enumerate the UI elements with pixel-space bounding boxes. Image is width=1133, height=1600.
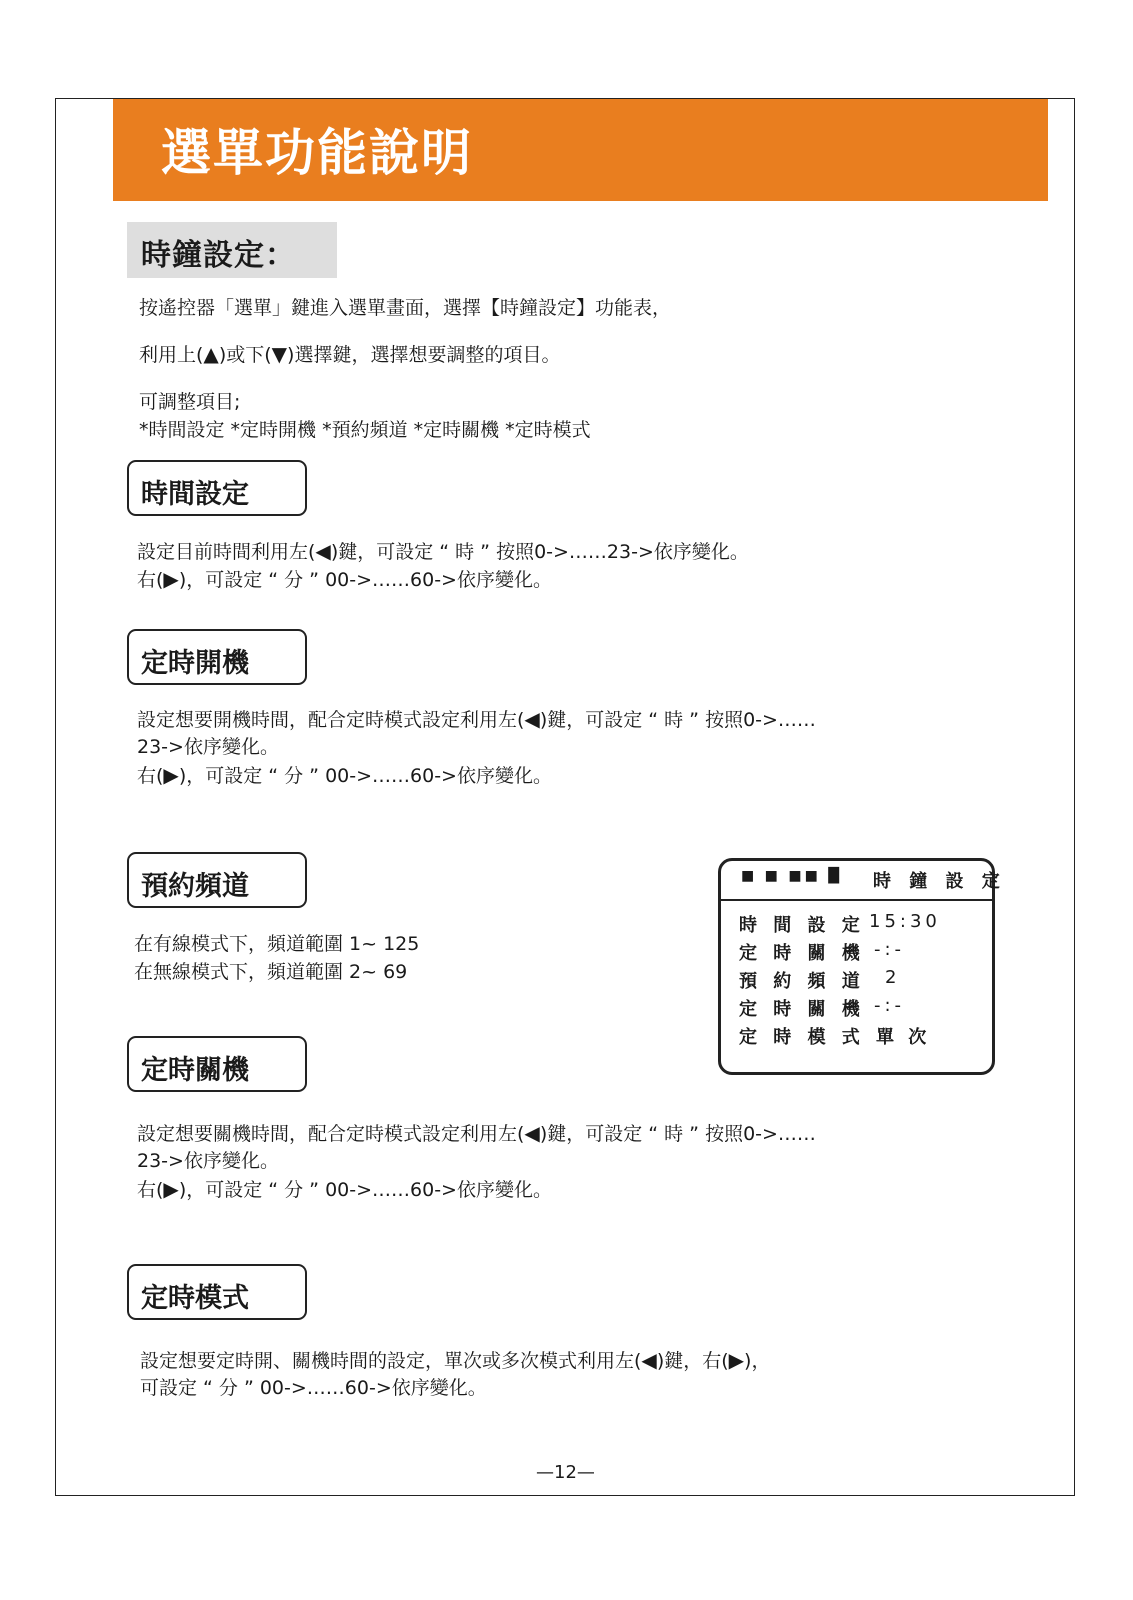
line-text: 右( <box>137 1179 164 1201</box>
screen-row-label: 預 約 頻 道 <box>739 971 865 992</box>
right-arrow-icon: ▶ <box>163 763 179 787</box>
line-text: )鍵，可設定 “ 時 ” 按照0->……23->依序變化。 <box>330 541 749 563</box>
clock-settings-screen <box>718 858 1006 1075</box>
right-arrow-icon: ▶ <box>163 1177 179 1201</box>
screen-row-value: 單 次 <box>876 1027 931 1048</box>
page-title: 選單功能說明 <box>161 124 473 182</box>
up-arrow-icon: ▲ <box>203 342 219 366</box>
line-text: )，可設定 “ 分 ” 00->……60->依序變化。 <box>178 1179 552 1201</box>
line-text: 設定目前時間利用左( <box>137 541 316 563</box>
timer-off-title: 定時關機 <box>141 1055 249 1086</box>
timer-on-heading <box>127 629 307 685</box>
screen-row-label: 定 時 關 機 <box>739 999 865 1020</box>
line-text: 設定想要定時開、關機時間的設定，單次或多次模式利用左( <box>140 1350 642 1372</box>
screen-title: 時 鐘 設 定 <box>873 871 1006 892</box>
timer-mode-line-1 <box>140 1346 770 1375</box>
time-set-line-2 <box>137 565 552 594</box>
timer-mode-line-2: 可設定 “ 分 ” 00->……60->依序變化。 <box>140 1377 487 1399</box>
screen-row-value: 2 <box>885 967 901 988</box>
line-text: )，可設定 “ 分 ” 00->……60->依序變化。 <box>178 765 552 787</box>
screen-row-value: -:- <box>874 995 906 1016</box>
screen-header <box>721 861 1006 901</box>
adjust-label: 可調整項目; <box>139 391 241 413</box>
time-set-line-1 <box>137 537 749 566</box>
intro-text: )或下( <box>218 344 272 366</box>
preset-channel-line-2: 在無線模式下，頻道範圍 2~ 69 <box>134 961 408 983</box>
line-text: )， <box>744 1350 771 1372</box>
timer-off-line-1 <box>137 1119 816 1148</box>
timer-on-line-1 <box>137 705 816 734</box>
line-text: 右( <box>137 569 164 591</box>
intro-text: )選擇鍵，選擇想要調整的項目。 <box>287 344 561 366</box>
section-heading-box <box>127 222 337 278</box>
adjust-items: *時間設定 *定時開機 *預約頻道 *定時關機 *定時模式 <box>139 419 591 441</box>
line-text: 設定想要開機時間，配合定時模式設定利用左( <box>137 709 525 731</box>
timer-off-line-3 <box>137 1175 552 1204</box>
preset-channel-line-1: 在有線模式下，頻道範圍 1~ 125 <box>134 933 420 955</box>
timer-off-heading <box>127 1036 307 1092</box>
right-arrow-icon: ▶ <box>163 567 179 591</box>
timer-on-line-3 <box>137 761 552 790</box>
left-arrow-icon: ◀ <box>315 539 331 563</box>
line-text: )鍵，可設定 “ 時 ” 按照0->…… <box>539 709 816 731</box>
intro-line-2 <box>139 340 560 369</box>
line-text: )，可設定 “ 分 ” 00->……60->依序變化。 <box>178 569 552 591</box>
left-arrow-icon: ◀ <box>524 1121 540 1145</box>
timer-on-title: 定時開機 <box>141 648 249 679</box>
preset-channel-title: 預約頻道 <box>141 871 249 902</box>
right-arrow-icon: ▶ <box>728 1348 745 1372</box>
intro-line-1: 按遙控器「選單」鍵進入選單畫面，選擇【時鐘設定】功能表， <box>139 297 672 319</box>
timer-on-line-2: 23->依序變化。 <box>137 736 279 758</box>
screen-row-value: -:- <box>874 939 906 960</box>
screen-row-value: 15:30 <box>869 911 941 932</box>
page-number: —12— <box>536 1462 595 1483</box>
line-text: 設定想要關機時間，配合定時模式設定利用左( <box>137 1123 525 1145</box>
time-set-heading <box>127 460 307 516</box>
timer-off-line-2: 23->依序變化。 <box>137 1150 279 1172</box>
title-banner <box>113 99 1048 201</box>
down-arrow-icon: ▼ <box>271 342 288 366</box>
line-text: )鍵，右( <box>656 1350 729 1372</box>
timer-mode-title: 定時模式 <box>141 1283 249 1314</box>
section-heading: 時鐘設定： <box>141 238 296 273</box>
screen-indicator-dots: ■ ■ ■■ █ <box>741 868 843 884</box>
timer-mode-heading <box>127 1264 307 1320</box>
intro-text: 利用上( <box>139 344 204 366</box>
screen-row-label: 時 間 設 定 <box>739 915 865 936</box>
time-set-title: 時間設定 <box>141 479 249 510</box>
screen-row-label: 定 時 模 式 <box>739 1027 865 1048</box>
left-arrow-icon: ◀ <box>641 1348 657 1372</box>
line-text: )鍵，可設定 “ 時 ” 按照0->…… <box>539 1123 816 1145</box>
left-arrow-icon: ◀ <box>524 707 540 731</box>
preset-channel-heading <box>127 852 307 908</box>
screen-row-label: 定 時 關 機 <box>739 943 865 964</box>
line-text: 右( <box>137 765 164 787</box>
